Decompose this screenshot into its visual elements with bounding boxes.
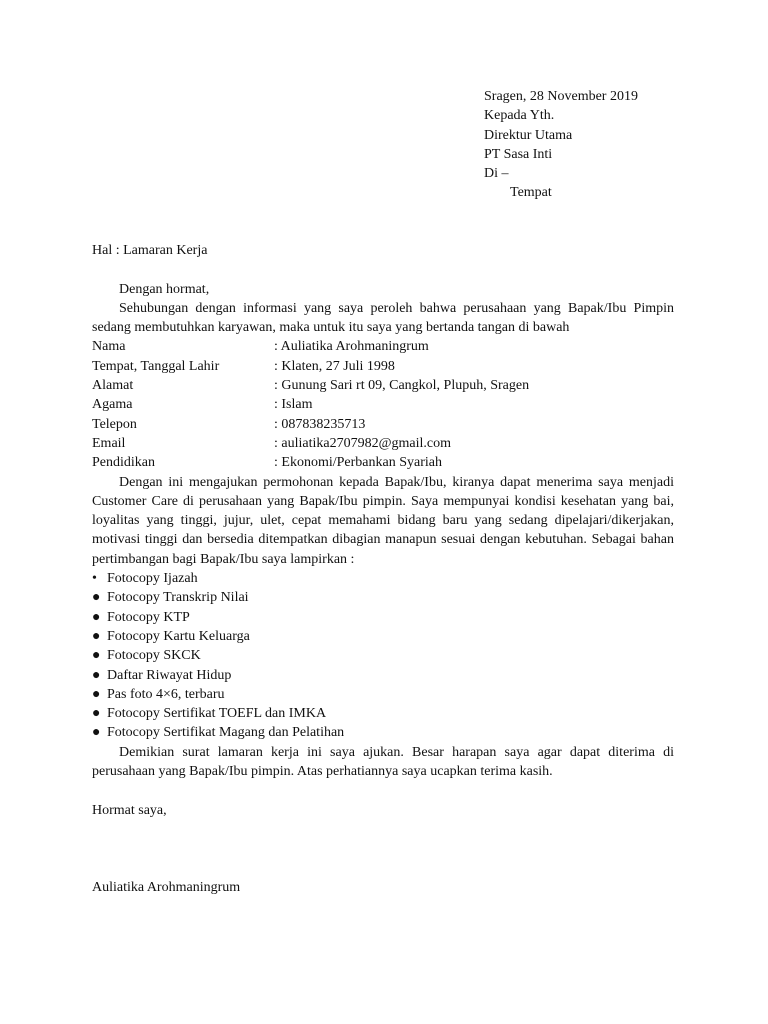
- list-item-text: Fotocopy Ijazah: [107, 571, 198, 587]
- intro-paragraph: Sehubungan dengan informasi yang saya peroleh bahwa perusahaan yang Bapak/Ibu Pimpin sedang membutuhkan karyawan, maka untuk itu saya yang bertanda tangan di bawah: [92, 300, 674, 336]
- identity-row-address: [92, 376, 674, 395]
- list-item-text: Fotocopy KTP: [107, 609, 190, 625]
- identity-value: : auliatika2707982@gmail.com: [274, 435, 451, 451]
- identity-value: : Auliatika Arohmaningrum: [274, 339, 429, 355]
- recipient-greeting: Kepada Yth.: [484, 108, 555, 124]
- closing-greeting: Hormat saya,: [92, 802, 167, 818]
- bullet-icon: ●: [92, 648, 101, 664]
- bullet-icon: •: [92, 571, 97, 587]
- list-item: [92, 646, 674, 665]
- identity-row-religion: [92, 395, 674, 414]
- identity-table: [92, 337, 674, 472]
- identity-row-birth: [92, 357, 674, 376]
- signature-space: [92, 820, 674, 878]
- list-item: [92, 723, 674, 742]
- list-item: [92, 588, 674, 607]
- signature-name: Auliatika Arohmaningrum: [92, 879, 241, 895]
- list-item-text: Daftar Riwayat Hidup: [107, 667, 232, 683]
- identity-value: : Ekonomi/Perbankan Syariah: [274, 455, 442, 471]
- list-item-text: Fotocopy Sertifikat Magang dan Pelatihan: [107, 725, 345, 741]
- identity-value: : Gunung Sari rt 09, Cangkol, Plupuh, Sragen: [274, 378, 530, 394]
- identity-label: Pendidikan: [92, 455, 155, 471]
- bullet-icon: ●: [92, 667, 101, 683]
- identity-label: Agama: [92, 397, 133, 413]
- application-paragraph: Dengan ini mengajukan permohonan kepada Bapak/Ibu, kiranya dapat menerima saya menjadi Customer Care di perusahaan yang Bapak/Ibu pimpin. Saya mempunyai kondisi kesehatan yang bai, loyalitas yang tinggi, jujur, ulet, cepat memahami bidang baru yang sedang dipelajari/dikerjakan, motivasi tinggi dan bersedia ditempatkan dibagian manapun sesuai dengan kebutuhan. Sebagai bahan pertimbangan bagi Bapak/Ibu saya lampirkan :: [92, 474, 674, 567]
- bullet-icon: ●: [92, 609, 101, 625]
- salutation: Dengan hormat,: [119, 281, 210, 297]
- identity-label: Alamat: [92, 378, 134, 394]
- subject-line: Hal : Lamaran Kerja: [92, 243, 208, 258]
- recipient-location: Tempat: [510, 185, 552, 201]
- closing-paragraph: Demikian surat lamaran kerja ini saya ajukan. Besar harapan saya agar dapat diterima di perusahaan yang Bapak/Ibu pimpin. Atas perhatiannya saya ucapkan terima kasih.: [92, 744, 674, 780]
- identity-row-phone: [92, 415, 674, 434]
- attachment-list: [92, 569, 674, 743]
- bullet-icon: ●: [92, 725, 101, 741]
- list-item-text: Fotocopy SKCK: [107, 648, 201, 664]
- list-item: [92, 666, 674, 685]
- spacer: [92, 781, 674, 800]
- list-item-text: Fotocopy Sertifikat TOEFL dan IMKA: [107, 706, 327, 722]
- list-item: [92, 627, 674, 646]
- bullet-icon: ●: [92, 628, 101, 644]
- bullet-icon: ●: [92, 590, 101, 606]
- identity-label: Telepon: [92, 416, 137, 432]
- list-item: [92, 569, 674, 588]
- list-item-text: Fotocopy Transkrip Nilai: [107, 590, 249, 606]
- spacer: [92, 260, 674, 279]
- recipient-position: Direktur Utama: [484, 127, 573, 143]
- list-item: [92, 608, 674, 627]
- list-item-text: Fotocopy Kartu Keluarga: [107, 628, 250, 644]
- bullet-icon: ●: [92, 686, 101, 702]
- letter-body: [92, 241, 674, 897]
- identity-label: Email: [92, 435, 126, 451]
- identity-row-name: [92, 337, 674, 356]
- recipient-location-prefix: Di –: [484, 166, 509, 182]
- identity-row-email: [92, 434, 674, 453]
- identity-label: Nama: [92, 339, 126, 355]
- date-line: Sragen, 28 November 2019: [484, 89, 638, 104]
- identity-label: Tempat, Tanggal Lahir: [92, 358, 220, 374]
- list-item: [92, 704, 674, 723]
- bullet-icon: ●: [92, 706, 101, 722]
- identity-row-education: [92, 453, 674, 472]
- recipient-company: PT Sasa Inti: [484, 146, 553, 162]
- list-item-text: Pas foto 4×6, terbaru: [107, 686, 225, 702]
- recipient-address-block: [484, 87, 724, 203]
- identity-value: : 087838235713: [274, 416, 366, 432]
- list-item: [92, 685, 674, 704]
- identity-value: : Klaten, 27 Juli 1998: [274, 358, 395, 374]
- identity-value: : Islam: [274, 397, 313, 413]
